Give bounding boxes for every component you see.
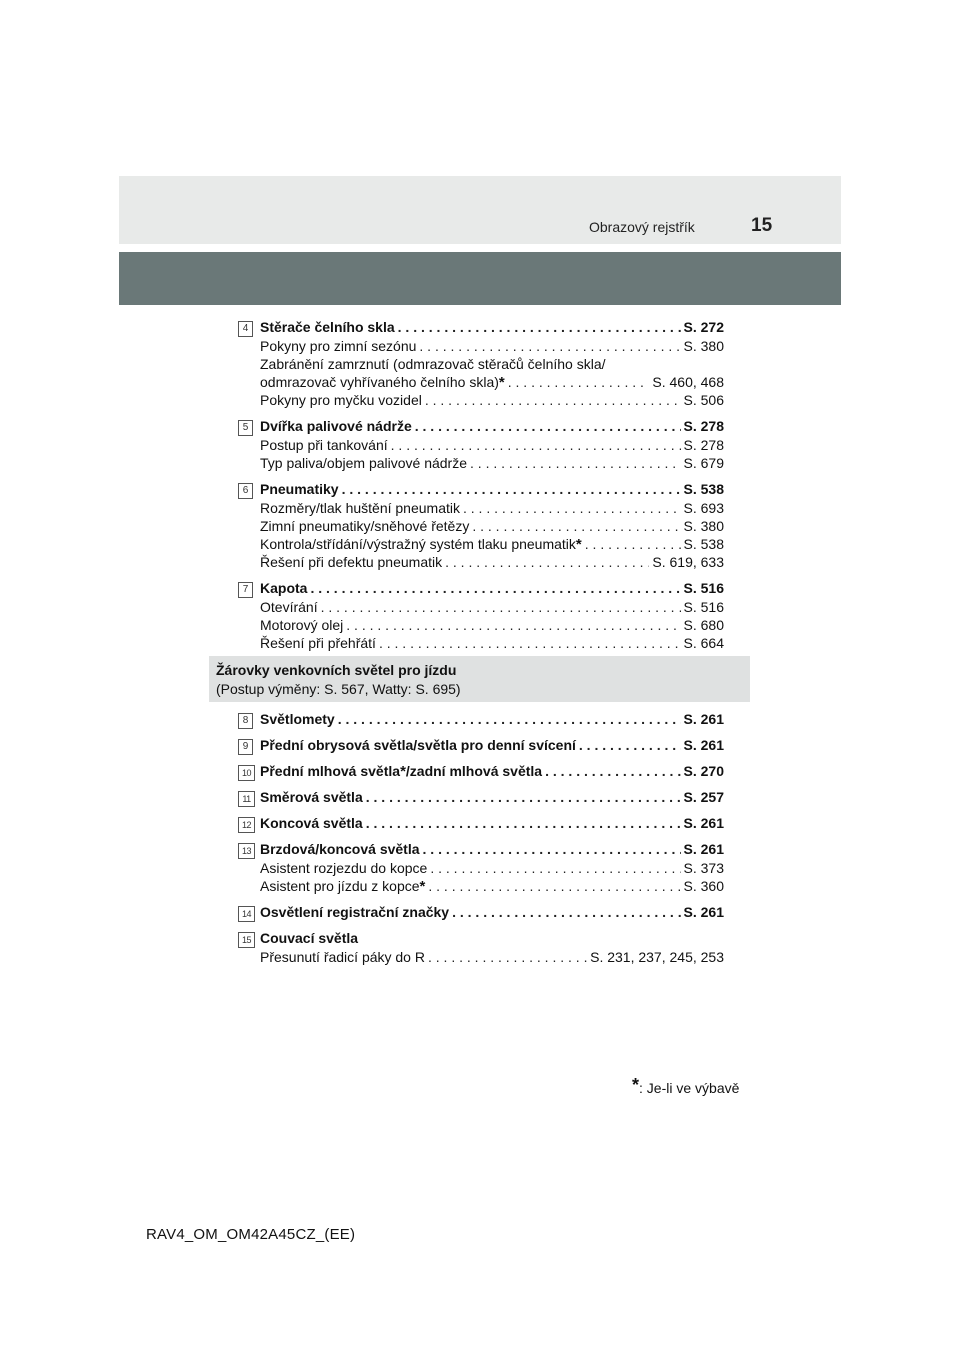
dot-leader (470, 454, 681, 472)
entry-page-ref[interactable]: S. 261 (683, 815, 724, 831)
index-entry (238, 736, 724, 754)
header-title: Obrazový rejstřík (589, 219, 695, 235)
index-entry (238, 788, 724, 806)
sub-entry-line (260, 598, 724, 616)
sub-entry-page-ref[interactable]: S. 380 (683, 518, 724, 534)
dot-leader (428, 877, 680, 895)
section-subtitle: (Postup výměny: S. 567, Watty: S. 695) (216, 681, 461, 697)
sub-entry-page-ref[interactable]: S. 693 (683, 500, 724, 516)
sub-entry-page-ref[interactable]: S. 538 (683, 536, 724, 552)
index-entry (238, 417, 724, 472)
dot-leader (423, 840, 681, 858)
entry-title-line (260, 480, 724, 498)
dot-leader (346, 616, 680, 634)
sub-entry-text: Pokyny pro myčku vozidel (260, 392, 422, 408)
sub-entry-line (260, 337, 724, 355)
index-entry (238, 840, 724, 895)
sub-entry-text: Postup při tankování (260, 437, 388, 453)
section-title: Žárovky venkovních světel pro jízdu (216, 662, 457, 678)
entry-number-badge: 13 (238, 843, 255, 859)
dot-leader (415, 417, 681, 435)
sub-entry-text: Řešení při defektu pneumatik (260, 554, 443, 570)
sub-entry-page-ref[interactable]: S. 380 (683, 338, 724, 354)
sub-entry-text: Typ paliva/objem palivové nádrže (260, 455, 468, 471)
entry-number-badge: 15 (238, 932, 255, 948)
index-entry (238, 929, 724, 966)
sub-entry-page-ref[interactable]: S. 460, 468 (652, 374, 724, 390)
entry-number-badge: 9 (238, 739, 253, 755)
sub-entry-page-ref[interactable]: S. 664 (683, 635, 724, 651)
entry-page-ref[interactable]: S. 270 (683, 763, 724, 779)
sub-entry-text: Řešení při přehřátí (260, 635, 376, 651)
header-band-light (119, 176, 841, 244)
dot-leader (452, 903, 680, 921)
entry-page-ref[interactable]: S. 261 (683, 841, 724, 857)
entry-number-badge: 5 (238, 420, 253, 436)
entry-title-line (260, 840, 724, 858)
footnote-text: : Je-li ve výbavě (639, 1080, 740, 1096)
entry-title-line (260, 903, 724, 921)
entry-number-badge: 7 (238, 582, 253, 598)
dot-leader (579, 736, 681, 754)
footnote-star: * (632, 1075, 640, 1095)
entry-number-badge: 10 (238, 765, 255, 781)
section-heading-box (209, 656, 750, 702)
entry-title: Stěrače čelního skla (260, 319, 395, 335)
entry-title: Pneumatiky (260, 481, 339, 497)
sub-entry-page-ref[interactable]: S. 373 (683, 860, 724, 876)
dot-leader (321, 598, 681, 616)
sub-entry-page-ref[interactable]: S. 506 (683, 392, 724, 408)
sub-entry-line (260, 553, 724, 571)
entry-page-ref[interactable]: S. 272 (683, 319, 724, 335)
sub-entry-line (260, 948, 724, 966)
entry-page-ref[interactable]: S. 538 (683, 481, 724, 497)
dot-leader (310, 579, 680, 597)
dot-leader (428, 948, 587, 966)
entry-title: Couvací světla (260, 930, 359, 946)
index-entry (238, 762, 724, 780)
entry-number-badge: 14 (238, 906, 255, 922)
sub-entry-page-ref[interactable]: S. 360 (683, 878, 724, 894)
dot-leader (430, 859, 680, 877)
sub-entry-line: odmrazovač vyhřívaného čelního skla) * . . . S. 460, 468 (260, 373, 724, 391)
sub-entry-page-ref[interactable]: S. 278 (683, 437, 724, 453)
sub-entry-text: Zabránění zamrznutí (odmrazovač stěračů čelního skla/ (260, 356, 606, 372)
entry-title: Kapota (260, 580, 308, 596)
index-entry (238, 710, 724, 728)
sub-entry-text: Kontrola/střídání/výstražný systém tlaku pneumatik (260, 536, 576, 552)
sub-entry-line (260, 616, 724, 634)
entry-page-ref[interactable]: S. 516 (683, 580, 724, 596)
dot-leader (398, 318, 681, 336)
dot-leader (585, 535, 681, 553)
entry-title: Brzdová/koncová světla (260, 841, 420, 857)
sub-entry-page-ref[interactable]: S. 516 (683, 599, 724, 615)
page-number: 15 (751, 215, 773, 236)
sub-entry-page-ref[interactable]: S. 680 (683, 617, 724, 633)
index-entry (238, 903, 724, 921)
entry-page-ref[interactable]: S. 261 (683, 904, 724, 920)
entry-title-line: Přední mlhová světla * /zadní mlhová světla . . . S. 270 (260, 762, 724, 780)
sub-entry-line: Asistent pro jízdu z kopce * . . . S. 360 (260, 877, 724, 895)
entry-title: Světlomety (260, 711, 335, 727)
sub-entry-text: Motorový olej (260, 617, 344, 633)
dot-leader (445, 553, 649, 571)
entry-number-badge: 8 (238, 713, 253, 729)
sub-entry-text: Rozměry/tlak huštění pneumatik (260, 500, 460, 516)
dot-leader (379, 634, 681, 652)
sub-entry-line (260, 517, 724, 535)
entry-title-line (260, 318, 724, 336)
dot-leader (472, 517, 680, 535)
entry-page-ref[interactable]: S. 257 (683, 789, 724, 805)
entry-page-ref[interactable]: S. 278 (683, 418, 724, 434)
sub-entry-page-ref[interactable]: S. 679 (683, 455, 724, 471)
entry-page-ref[interactable]: S. 261 (683, 737, 724, 753)
entry-title-line (260, 814, 724, 832)
entry-title-line (260, 579, 724, 597)
entry-title: Osvětlení registrační značky (260, 904, 450, 920)
entry-title-continued: /zadní mlhová světla (405, 763, 543, 779)
dot-leader (366, 814, 681, 832)
index-list-bottom (238, 710, 724, 974)
entry-title: Dvířka palivové nádrže (260, 418, 412, 434)
header-band-dark (119, 252, 841, 305)
dot-leader (338, 710, 681, 728)
sub-entry-text: odmrazovač vyhřívaného čelního skla) (260, 374, 499, 390)
dot-leader (342, 480, 681, 498)
dot-leader (391, 436, 681, 454)
sub-entry-text: Přesunutí řadicí páky do R (260, 949, 425, 965)
entry-page-ref[interactable]: S. 261 (683, 711, 724, 727)
entry-title: Přední obrysová světla/světla pro denní svícení (260, 737, 576, 753)
entry-title-line (260, 417, 724, 435)
entry-title-line (260, 736, 724, 754)
dot-leader (463, 499, 681, 517)
dot-leader (419, 337, 680, 355)
entry-title: Směrová světla (260, 789, 363, 805)
sub-entry-line (260, 634, 724, 652)
index-entry (238, 579, 724, 652)
footnote (632, 1075, 740, 1096)
entry-number-badge: 11 (238, 791, 255, 807)
sub-entry-text: Otevírání (260, 599, 318, 615)
dot-leader (425, 391, 681, 409)
entry-number-badge: 4 (238, 321, 253, 337)
entry-title-line (260, 788, 724, 806)
document-code: RAV4_OM_OM42A45CZ_(EE) (146, 1226, 356, 1243)
sub-entry-line: Kontrola/střídání/výstražný systém tlaku pneumatik * . . . S. 538 (260, 535, 724, 553)
sub-entry-line (260, 499, 724, 517)
sub-entry-line (260, 859, 724, 877)
sub-entry-page-ref[interactable]: S. 231, 237, 245, 253 (590, 949, 724, 965)
entry-title-line (260, 710, 724, 728)
entry-number-badge: 6 (238, 483, 253, 499)
sub-entry-line (260, 355, 724, 373)
dot-leader (508, 373, 650, 391)
index-entry (238, 814, 724, 832)
sub-entry-line (260, 436, 724, 454)
index-entry (238, 480, 724, 571)
sub-entry-text: Pokyny pro zimní sezónu (260, 338, 417, 354)
sub-entry-text: Zimní pneumatiky/sněhové řetězy (260, 518, 470, 534)
sub-entry-text: Asistent rozjezdu do kopce (260, 860, 428, 876)
dot-leader (545, 762, 680, 780)
entry-title: Přední mlhová světla (260, 763, 401, 779)
index-list-top (238, 318, 724, 660)
sub-entry-line (260, 454, 724, 472)
index-entry (238, 318, 724, 409)
entry-title-line (260, 929, 724, 947)
sub-entry-text: Asistent pro jízdu z kopce (260, 878, 420, 894)
dot-leader (366, 788, 681, 806)
sub-entry-page-ref[interactable]: S. 619, 633 (652, 554, 724, 570)
entry-number-badge: 12 (238, 817, 255, 833)
sub-entry-line (260, 391, 724, 409)
entry-title: Koncová světla (260, 815, 363, 831)
